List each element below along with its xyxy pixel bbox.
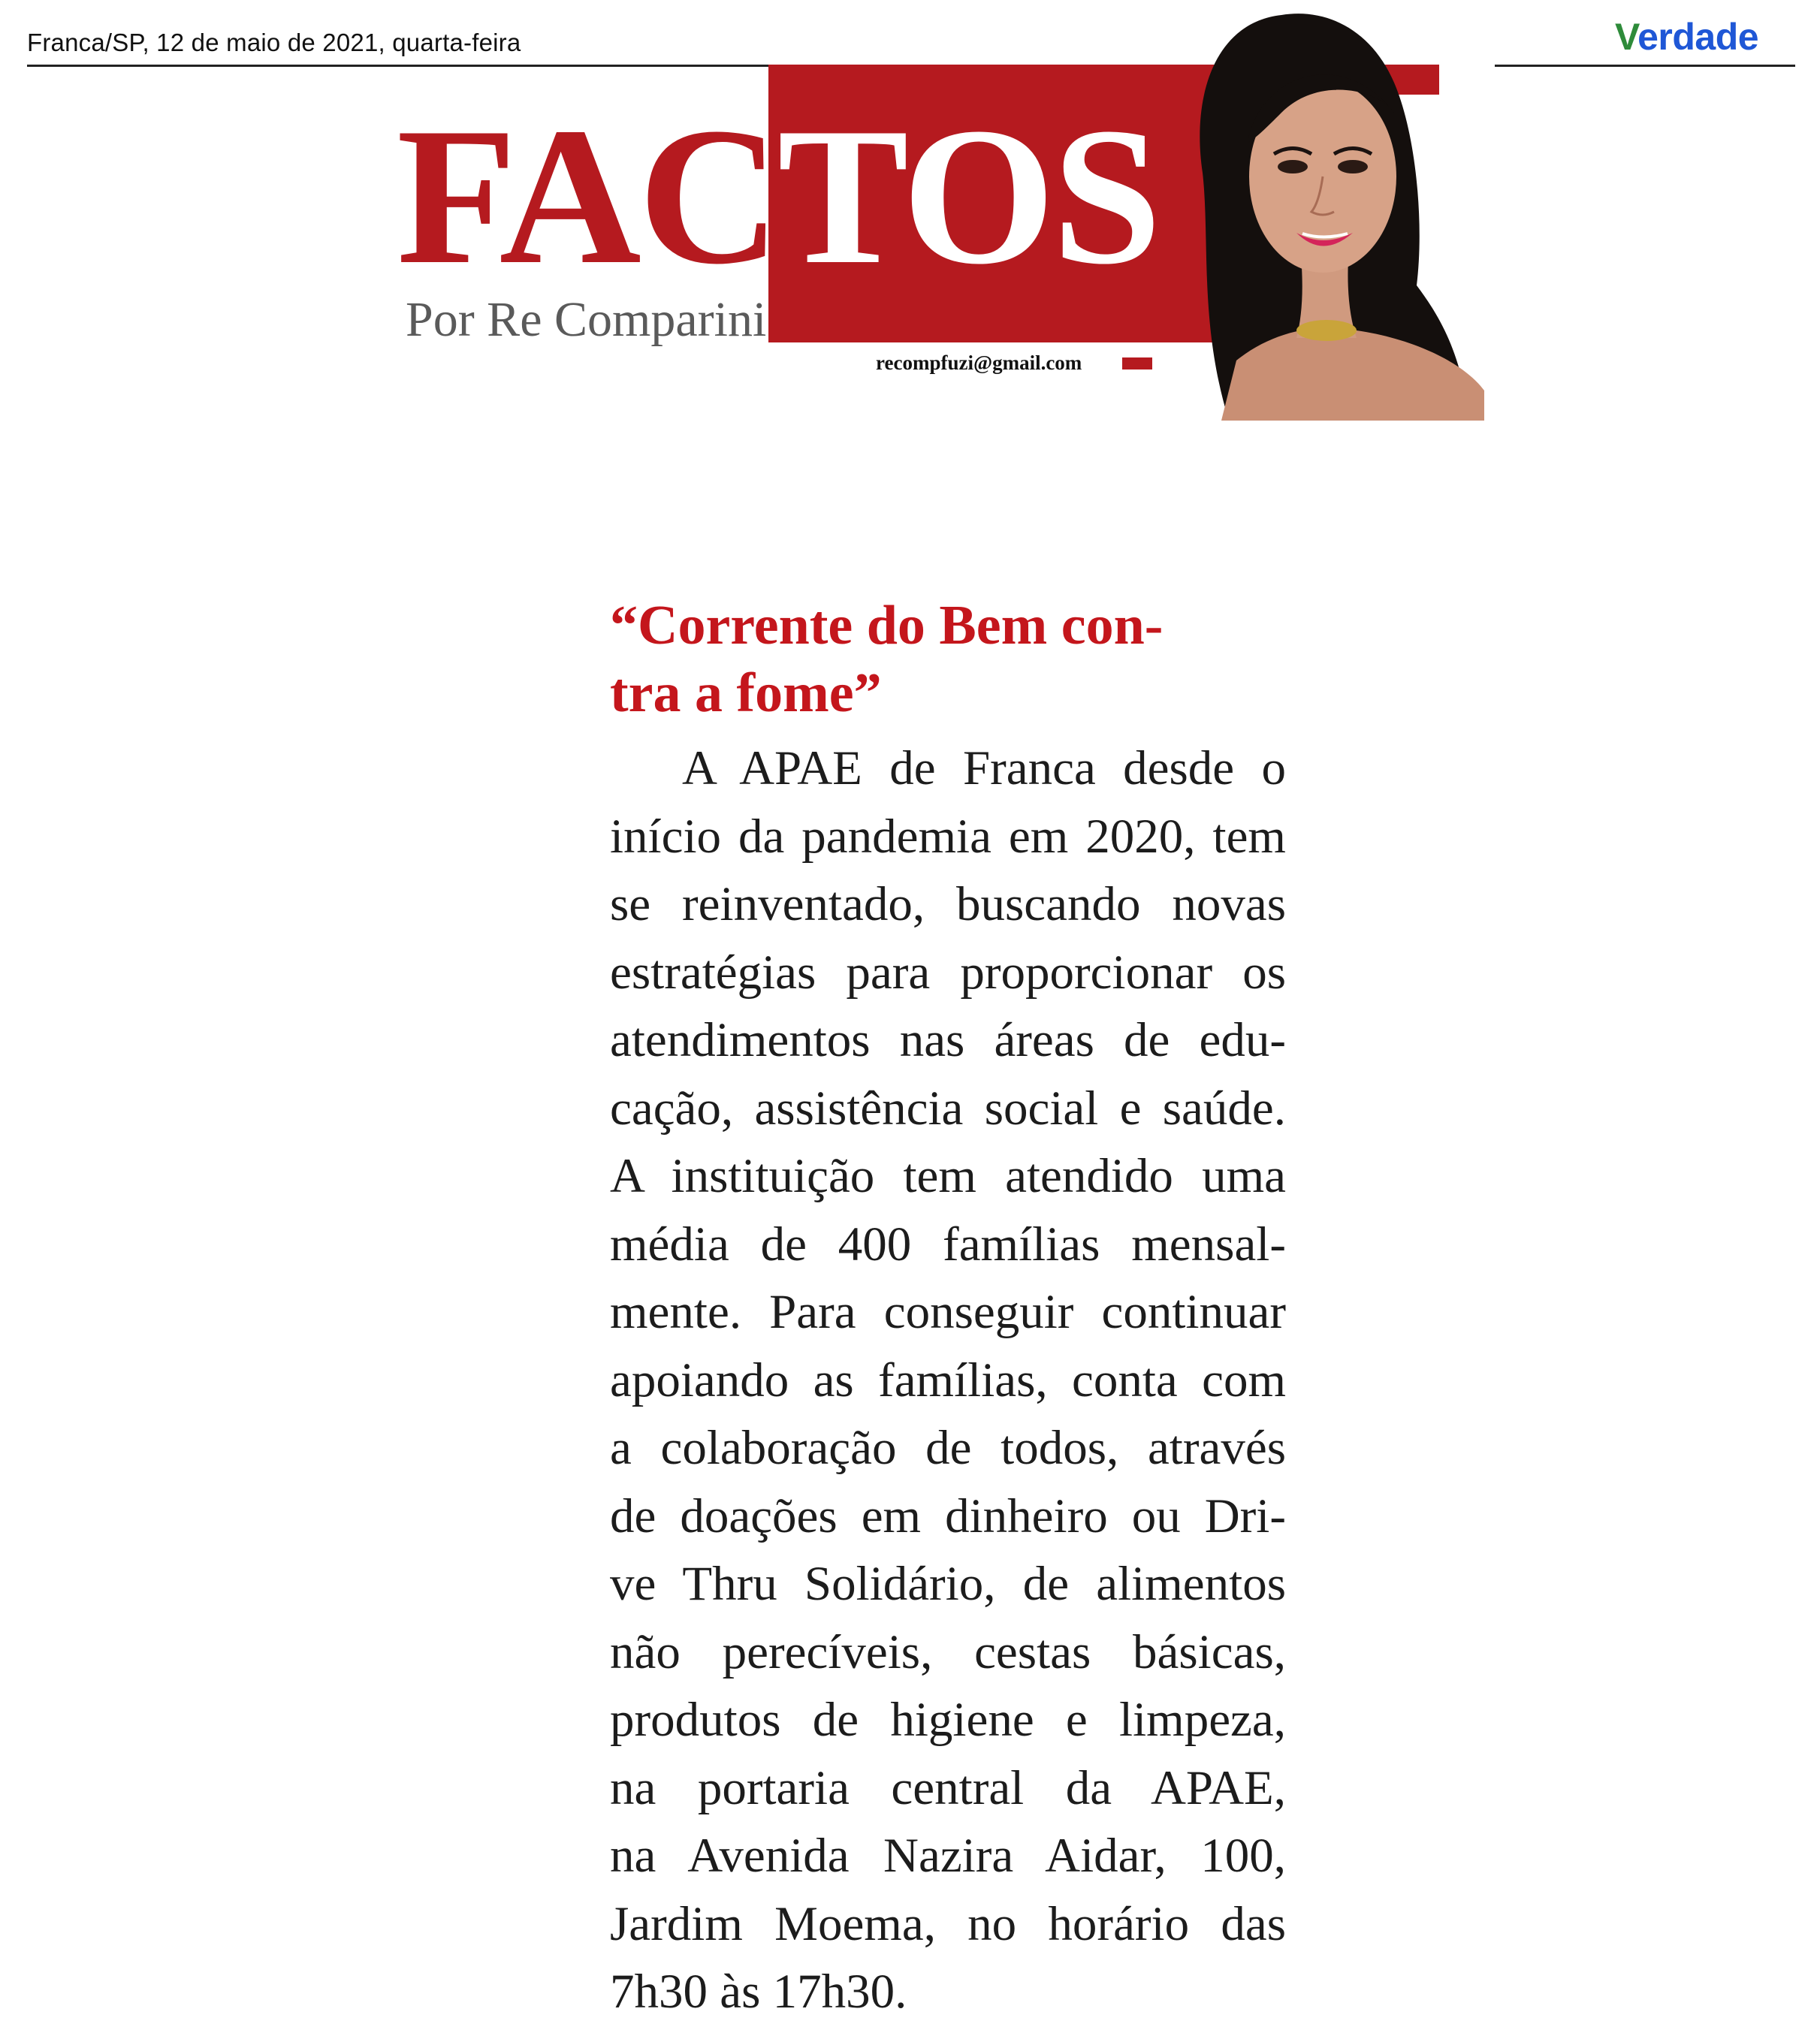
article-body-line: Jardim Moema, no horário das (610, 1896, 1286, 1951)
article-body-line: média de 400 famílias mensal- (610, 1217, 1286, 1271)
logo-rest: erdade (1637, 16, 1759, 58)
article-body-line: A instituição tem atendido uma (610, 1149, 1286, 1203)
newspaper-logo (1615, 15, 1758, 59)
top-rule-right (1495, 65, 1795, 67)
article-body-line: apoiando as famílias, conta com (610, 1353, 1286, 1407)
article-body-line: de doações em dinheiro ou Dri- (610, 1489, 1286, 1543)
column-title-part1: FAC (397, 87, 778, 305)
article-body-line: atendimentos nas áreas de edu- (610, 1013, 1286, 1067)
columnist-email: recompfuzi@gmail.com (876, 351, 1082, 374)
top-rule-left (27, 65, 780, 67)
article-body-line: cação, assistência social e saúde. (610, 1081, 1286, 1136)
article-title-line: “Corrente do Bem con- (610, 595, 1164, 656)
column-title (397, 87, 1159, 305)
columnist-portrait (1169, 0, 1484, 421)
article-body-line: produtos de higiene e limpeza, (610, 1693, 1286, 1747)
article-body-line: estratégias para proporcionar os (610, 945, 1286, 1000)
article-body-line: 7h30 às 17h30. (610, 1965, 907, 2019)
article-body-line: na portaria central da APAE, (610, 1760, 1286, 1815)
article-title-line: tra a fome” (610, 662, 882, 724)
column-byline: Por Re Comparini (406, 292, 767, 347)
article-body-line: início da pandemia em 2020, tem (610, 809, 1286, 864)
article-body-line: se reinventado, buscando novas (610, 877, 1286, 931)
article-body (610, 734, 1286, 2026)
email-marker (1122, 357, 1152, 369)
article-body-line: A APAE de Franca desde o (682, 741, 1286, 795)
article-body-line: a colaboração de todos, através (610, 1421, 1286, 1475)
article-body-line: não perecíveis, cestas básicas, (610, 1624, 1286, 1679)
article-body-line: ve Thru Solidário, de alimentos (610, 1557, 1286, 1611)
article-title (610, 592, 1286, 727)
logo-initial: V (1615, 16, 1638, 58)
dateline: Franca/SP, 12 de maio de 2021, quarta-feira (27, 29, 521, 56)
article-body-line: mente. Para conseguir continuar (610, 1285, 1286, 1339)
column-title-part2: TOS (777, 87, 1159, 305)
article-body-line: na Avenida Nazira Aidar, 100, (610, 1829, 1286, 1883)
